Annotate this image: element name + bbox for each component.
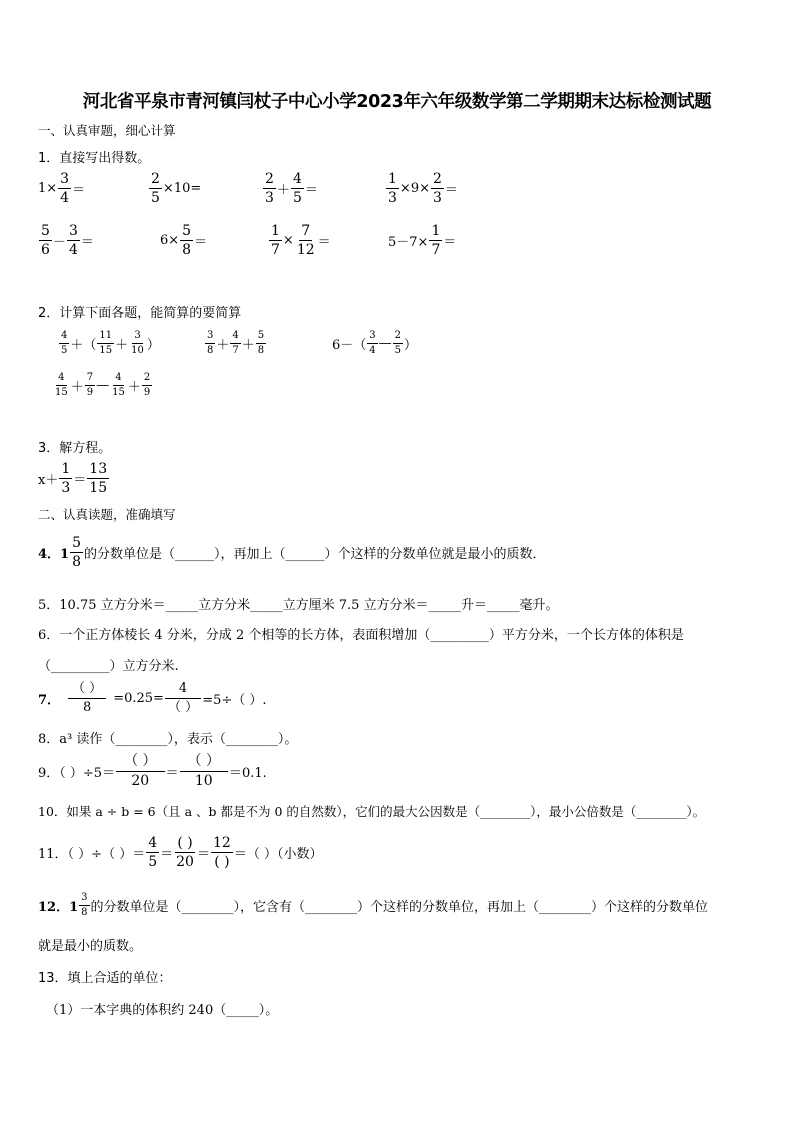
- fraction: 5 8: [72, 535, 82, 570]
- fraction: 4 15: [55, 372, 68, 398]
- text: ）: [146, 338, 160, 353]
- text: ＋: [127, 380, 141, 395]
- q1-r1-d: [385, 172, 458, 205]
- q1-label: 1．直接写出得数。: [38, 151, 151, 166]
- q13-sub-1: （1）一本字典的体积约 240（_____）。: [46, 1003, 279, 1018]
- text: ＝: [317, 235, 331, 250]
- q9: [38, 754, 267, 788]
- text: 12．1: [38, 900, 79, 915]
- q2-expr-3: [332, 331, 417, 356]
- text: 9．（ ）÷5＝: [38, 765, 116, 781]
- fraction: 11 15: [99, 330, 113, 356]
- text: ＝: [196, 847, 210, 862]
- text: ＝: [444, 183, 458, 198]
- text: —: [96, 378, 110, 393]
- q1-r2-b: [160, 224, 207, 257]
- section-2-heading: 二、认真读题，准确填写: [38, 507, 176, 522]
- text: ＝: [443, 235, 457, 250]
- page-title: 河北省平泉市青河镇闫杖子中心小学2023年六年级数学第二学期期末达标检测试题: [82, 92, 712, 112]
- fraction: 4 5: [148, 835, 158, 870]
- text: ＋（: [70, 338, 97, 353]
- q7: [38, 682, 267, 714]
- fraction: $\frac{2}{5}$: [151, 171, 160, 206]
- text: 6×: [160, 233, 180, 248]
- text: 6－（: [332, 338, 367, 353]
- q6-line-1: 6．一个正方体棱长 4 分米，分成 2 个相等的长方体，表面积增加（_________）平方分米，一个长方体的体积是: [38, 628, 684, 643]
- text: ＋: [276, 183, 290, 198]
- fraction: $\frac{1}{7}$: [431, 223, 441, 258]
- fraction: $\frac{3}{4}$: [60, 171, 70, 206]
- q2-expr-4: [52, 373, 153, 398]
- q2-label: 2．计算下面各题，能简算的要简算: [38, 306, 242, 321]
- text: ＝0.1.: [229, 765, 267, 781]
- fraction: 5 6: [41, 223, 50, 258]
- q1-r1-b: [148, 172, 201, 205]
- q1-r2-d: [388, 224, 456, 257]
- q6-line-2: （_________）立方分米.: [38, 659, 179, 674]
- text: —: [378, 336, 392, 351]
- fraction: 2 9: [143, 372, 151, 398]
- text: 1×: [38, 181, 58, 196]
- fraction: 5 8: [257, 330, 265, 356]
- text: ＝: [72, 183, 86, 198]
- q5: 5．10.75 立方分米＝_____立方分米_____立方厘米 7.5 立方分米＝_____升＝_____毫升。: [38, 598, 559, 613]
- q1-r2-c: [268, 224, 331, 257]
- fraction: 3 8: [81, 892, 88, 918]
- q1-r1-c: [262, 172, 318, 205]
- fraction: 4 5: [292, 171, 302, 206]
- fraction: $\frac{5}{8}$: [182, 223, 192, 258]
- text: ＋: [70, 380, 84, 395]
- q3-label: 3．解方程。: [38, 441, 112, 456]
- fraction: （ ） 20: [116, 754, 164, 788]
- text: 11．（ ）÷（ ）＝: [38, 847, 146, 862]
- text: ×: [282, 233, 294, 248]
- fraction: 4 5: [61, 330, 68, 356]
- text: 5－7×: [388, 235, 429, 250]
- fraction: $\frac{1}{7}$: [271, 223, 280, 258]
- q12-line-2: 就是最小的质数。: [38, 939, 143, 954]
- text: 的分数单位是（________），它含有（________）个这样的分数单位，再加上（________）个这样的分数单位: [90, 900, 709, 915]
- q8: 8．a³ 读作（________），表示（________）。: [38, 732, 298, 747]
- text: 7．: [38, 692, 61, 708]
- section-1-heading: 一、认真审题，细心计算: [38, 123, 176, 138]
- text: －: [52, 235, 66, 250]
- text: ＋: [241, 338, 255, 353]
- fraction: 13 15: [89, 461, 108, 496]
- text: ×10=: [162, 181, 202, 196]
- text: =5÷（ ）.: [202, 692, 267, 708]
- text: ＝: [194, 235, 208, 250]
- q1-r1-a: [38, 172, 85, 205]
- fraction: 3 8: [207, 330, 214, 356]
- fraction: （ ） 8: [68, 682, 106, 714]
- q3-equation: [38, 462, 110, 495]
- q2-expr-1: [58, 331, 160, 356]
- q11: [38, 836, 322, 869]
- fraction: 3 4: [369, 330, 376, 356]
- text: x＋: [38, 473, 59, 488]
- fraction: 12 ( ): [212, 835, 231, 870]
- text: ×9×: [399, 181, 430, 196]
- q10: 10．如果 a ÷ b = 6（且 a 、b 都是不为 0 的自然数），它们的最大公因数是（________），最小公倍数是（________）。: [38, 804, 706, 819]
- q4: [38, 536, 546, 569]
- text: ＝（ ）（小数）: [233, 847, 323, 862]
- q2-expr-2: [204, 331, 267, 356]
- fraction: 2 5: [394, 330, 402, 356]
- fraction: 3 10: [131, 330, 144, 356]
- text: 4．1: [38, 547, 70, 562]
- fraction: 7 9: [86, 372, 94, 398]
- q1-r2-a: [38, 224, 94, 257]
- text: ＝: [80, 235, 94, 250]
- text: 的分数单位是（______），再加上（______）个这样的分数单位就是最小的质数．: [84, 547, 546, 562]
- text: ＝: [165, 765, 179, 781]
- text: ＝: [73, 473, 87, 488]
- text: ＝: [160, 847, 174, 862]
- fraction: （ ） 10: [180, 754, 228, 788]
- text: ＝: [304, 183, 318, 198]
- fraction: ( ) 20: [176, 835, 194, 870]
- fraction: $\frac{2}{3}$: [432, 171, 442, 206]
- fraction: $\frac{7}{12}$: [296, 223, 315, 258]
- fraction: 4 15: [112, 372, 125, 398]
- fraction: $\frac{1}{3}$: [388, 171, 397, 206]
- fraction: 1 3: [61, 461, 71, 496]
- fraction: 4 7: [232, 330, 239, 356]
- text: =0.25=: [113, 690, 164, 706]
- text: ＋: [115, 338, 129, 353]
- fraction: 4 （ ）: [165, 682, 201, 714]
- fraction: 2 3: [265, 171, 274, 206]
- text: ）: [404, 338, 418, 353]
- q12-line-1: [38, 893, 708, 918]
- fraction: 3 4: [68, 223, 78, 258]
- text: ＋: [216, 338, 230, 353]
- q13-label: 13．填上合适的单位：: [38, 971, 172, 986]
